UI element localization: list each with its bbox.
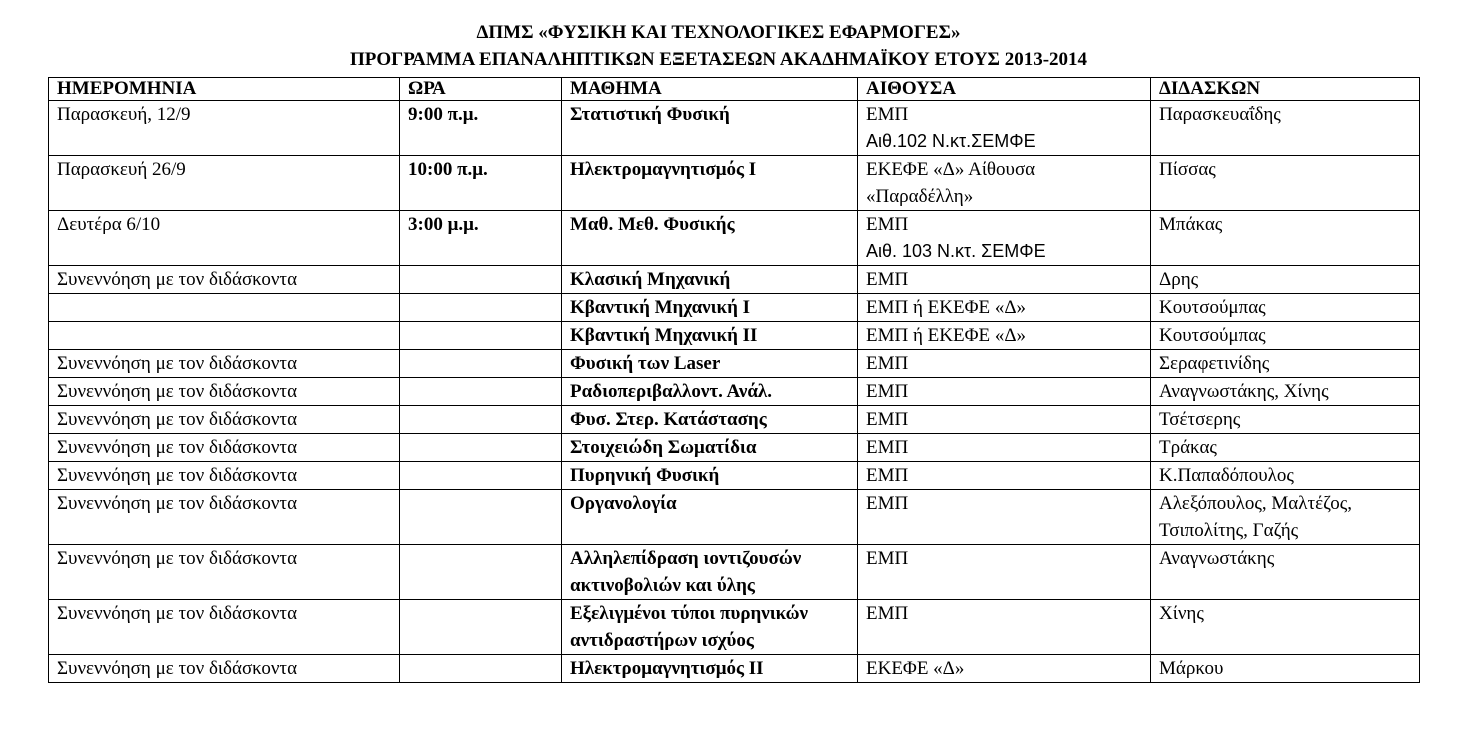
document-subtitle: ΠΡΟΓΡΑΜΜΑ ΕΠΑΝΑΛΗΠΤΙΚΩΝ ΕΞΕΤΑΣΕΩΝ ΑΚΑΔΗΜΑΪΚΟΥ ΕΤΟΥΣ 2013-2014 [349,49,1088,70]
cell-time [400,434,562,462]
cell-instructor-text: Τράκας [1159,437,1217,458]
cell-date-text: Συνεννόηση με τον διδάσκοντα [57,353,298,374]
cell-time [400,600,562,655]
cell-room [858,406,1151,434]
cell-room [858,655,1151,683]
cell-course [562,406,858,434]
cell-date [49,600,400,655]
cell-course [562,350,858,378]
cell-course [562,294,858,322]
table-row [49,156,1420,211]
cell-date-text: Δευτέρα 6/10 [57,214,161,235]
cell-date-text: Συνεννόηση με τον διδάσκοντα [57,269,298,290]
cell-date [49,266,400,294]
cell-room [858,156,1151,211]
cell-room-text: ΕΜΠ [866,493,909,514]
cell-instructor [1151,294,1420,322]
cell-room-text: ΕΜΠ [866,409,909,430]
cell-instructor [1151,350,1420,378]
cell-room [858,600,1151,655]
exam-schedule-table [48,77,1420,683]
cell-room-text: ΕΜΠ [866,548,909,569]
cell-date-text: Συνεννόηση με τον διδάσκοντα [57,465,298,486]
cell-instructor-text: Αναγνωστάκης, Χίνης [1159,381,1329,402]
cell-date [49,211,400,266]
cell-course [562,266,858,294]
cell-date [49,294,400,322]
cell-room [858,211,1151,266]
cell-date [49,322,400,350]
table-body [49,101,1420,683]
cell-course [562,378,858,406]
cell-room [858,545,1151,600]
cell-course-text: Πυρηνική Φυσική [570,465,720,486]
table-row [49,211,1420,266]
cell-room-text: ΕΜΠ [866,437,909,458]
cell-date [49,655,400,683]
cell-room-note: Αιθ. 103 Ν.κτ. ΣΕΜΦΕ [866,241,1046,261]
table-row [49,655,1420,683]
cell-course [562,434,858,462]
cell-date-text: Συνεννόηση με τον διδάσκοντα [57,658,298,679]
cell-course-text: Φυσ. Στερ. Κατάστασης [570,409,767,430]
header-time: ΩΡΑ [400,78,562,101]
table-row [49,266,1420,294]
table-row [49,294,1420,322]
cell-room [858,101,1151,156]
cell-room [858,266,1151,294]
table-row [49,462,1420,490]
cell-room-text: ΕΜΠ [866,353,909,374]
cell-course [562,462,858,490]
cell-course-text: Κβαντική Μηχανική Ι [570,297,751,318]
cell-course [562,600,858,655]
cell-time [400,655,562,683]
cell-time [400,350,562,378]
cell-date [49,350,400,378]
cell-time [400,266,562,294]
cell-instructor-text: Χίνης [1159,603,1204,624]
cell-date [49,434,400,462]
cell-time-text: 3:00 μ.μ. [408,214,479,235]
cell-time [400,406,562,434]
cell-course-text: Μαθ. Μεθ. Φυσικής [570,214,735,235]
header-room: ΑΙΘΟΥΣΑ [858,78,1151,101]
cell-instructor-text: Αλεξόπουλος, Μαλτέζος, Τσιπολίτης, Γαζής [1159,493,1353,541]
cell-date-text: Συνεννόηση με τον διδάσκοντα [57,493,298,514]
cell-room [858,322,1151,350]
table-header-row [49,78,1420,101]
cell-course-text: Φυσική των Laser [570,353,721,374]
cell-room-text: ΕΜΠ [866,465,909,486]
cell-time [400,101,562,156]
cell-course-text: Στοιχειώδη Σωματίδια [570,437,757,458]
cell-room-text: ΕΜΠ ή ΕΚΕΦΕ «Δ» [866,325,1027,346]
cell-room-text: ΕΚΕΦΕ «Δ» Αίθουσα «Παραδέλλη» [866,159,1036,207]
cell-room-text: ΕΚΕΦΕ «Δ» [866,658,965,679]
cell-instructor-text: Μάρκου [1159,658,1224,679]
cell-room-text: ΕΜΠ [866,269,909,290]
cell-course [562,156,858,211]
cell-date-text: Συνεννόηση με τον διδάσκοντα [57,381,298,402]
cell-date [49,462,400,490]
cell-time [400,156,562,211]
cell-course-text: Ραδιοπεριβαλλοντ. Ανάλ. [570,381,773,402]
cell-instructor-text: Μπάκας [1159,214,1223,235]
cell-instructor [1151,211,1420,266]
table-row [49,350,1420,378]
cell-date [49,406,400,434]
cell-course-text: Στατιστική Φυσική [570,104,730,125]
cell-instructor-text: Δρης [1159,269,1199,290]
cell-time [400,294,562,322]
cell-instructor-text: Τσέτσερης [1159,409,1241,430]
cell-room [858,490,1151,545]
cell-time [400,490,562,545]
cell-instructor-text: Κουτσούμπας [1159,297,1266,318]
cell-instructor-text: Αναγνωστάκης [1159,548,1275,569]
header-course: ΜΑΘΗΜΑ [562,78,858,101]
cell-instructor-text: Σεραφετινίδης [1159,353,1270,374]
cell-course [562,211,858,266]
cell-course-text: Εξελιγμένοι τύποι πυρηνικών αντιδραστήρων ισχύος [570,603,809,651]
cell-date [49,156,400,211]
cell-course-text: Οργανολογία [570,493,677,514]
cell-course [562,490,858,545]
table-row [49,378,1420,406]
cell-time [400,545,562,600]
cell-instructor [1151,545,1420,600]
cell-course-text: Κλασική Μηχανική [570,269,731,290]
cell-room-text: ΕΜΠ ή ΕΚΕΦΕ «Δ» [866,297,1027,318]
cell-course-text: Ηλεκτρομαγνητισμός ΙΙ [570,658,764,679]
cell-room [858,294,1151,322]
cell-instructor-text: Πίσσας [1159,159,1216,180]
cell-instructor [1151,322,1420,350]
cell-room [858,350,1151,378]
cell-room [858,378,1151,406]
cell-course-text: Ηλεκτρομαγνητισμός Ι [570,159,757,180]
cell-course [562,322,858,350]
cell-room-text: ΕΜΠ [866,381,909,402]
cell-date-text: Συνεννόηση με τον διδάσκοντα [57,437,298,458]
cell-instructor [1151,655,1420,683]
cell-course [562,101,858,156]
cell-time [400,211,562,266]
cell-date-text: Παρασκευή, 12/9 [57,104,191,125]
cell-instructor [1151,101,1420,156]
cell-room-text: ΕΜΠ [866,603,909,624]
cell-instructor [1151,378,1420,406]
cell-date [49,101,400,156]
cell-instructor [1151,434,1420,462]
cell-instructor [1151,490,1420,545]
cell-instructor [1151,266,1420,294]
cell-time-text: 9:00 π.μ. [408,104,479,125]
cell-time [400,322,562,350]
cell-room [858,462,1151,490]
table-row [49,434,1420,462]
cell-instructor-text: Κ.Παπαδόπουλος [1159,465,1294,486]
header-instructor: ΔΙΔΑΣΚΩΝ [1151,78,1420,101]
cell-room [858,434,1151,462]
cell-instructor [1151,600,1420,655]
table-row [49,545,1420,600]
cell-instructor [1151,462,1420,490]
cell-room-note: Αιθ.102 Ν.κτ.ΣΕΜΦΕ [866,131,1036,151]
cell-room-text: ΕΜΠ [866,214,909,235]
cell-time [400,462,562,490]
cell-instructor [1151,156,1420,211]
cell-date [49,545,400,600]
cell-instructor [1151,406,1420,434]
table-row [49,600,1420,655]
cell-date-text: Συνεννόηση με τον διδάσκοντα [57,548,298,569]
cell-course [562,545,858,600]
cell-date-text: Συνεννόηση με τον διδάσκοντα [57,603,298,624]
table-row [49,490,1420,545]
table-row [49,322,1420,350]
cell-date [49,490,400,545]
cell-time [400,378,562,406]
document-title: ΔΠΜΣ «ΦΥΣΙΚΗ ΚΑΙ ΤΕΧΝΟΛΟΓΙΚΕΣ ΕΦΑΡΜΟΓΕΣ» [476,22,961,43]
cell-course-text: Αλληλεπίδραση ιοντιζουσών ακτινοβολιών και ύλης [570,548,802,596]
cell-instructor-text: Κουτσούμπας [1159,325,1266,346]
table-row [49,101,1420,156]
header-date: ΗΜΕΡΟΜΗΝΙΑ [49,78,400,101]
cell-instructor-text: Παρασκευαΐδης [1159,104,1281,125]
cell-course [562,655,858,683]
cell-room-text: ΕΜΠ [866,104,909,125]
table-row [49,406,1420,434]
cell-date [49,378,400,406]
cell-time-text: 10:00 π.μ. [408,159,488,180]
cell-course-text: Κβαντική Μηχανική ΙΙ [570,325,758,346]
cell-date-text: Παρασκευή 26/9 [57,159,186,180]
cell-date-text: Συνεννόηση με τον διδάσκοντα [57,409,298,430]
